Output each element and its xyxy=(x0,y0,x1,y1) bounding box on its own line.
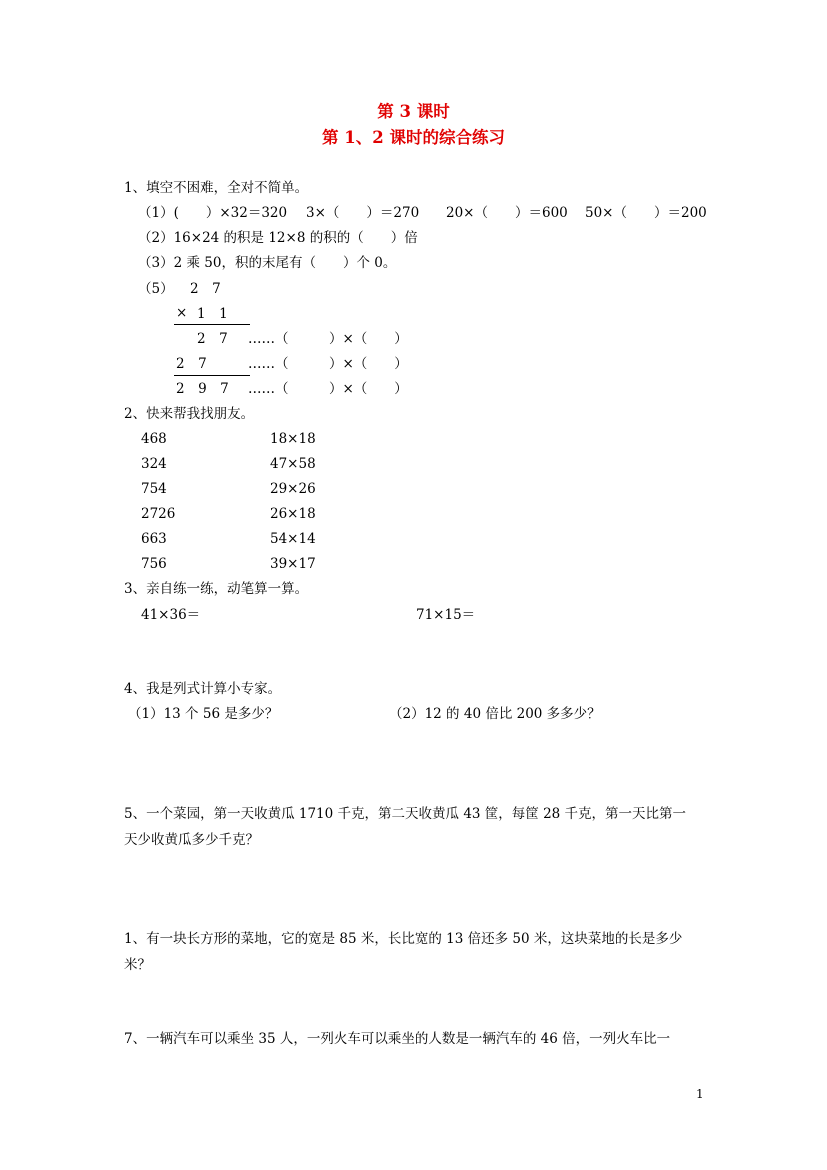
q3-problem-b: 71×15＝ xyxy=(416,607,476,623)
q5-line-1: 5、一个菜园，第一天收黄瓜 1710 千克，第二天收黄瓜 43 筐，每筐 28 千克，第一天比第一 xyxy=(124,806,687,822)
q1-row5-label: （5） xyxy=(138,281,174,297)
match-right-item: 39×17 xyxy=(270,556,316,572)
match-left-item: 468 xyxy=(141,431,167,447)
vertical-mult-rule-1 xyxy=(174,324,250,325)
vertical-mult-top: 2 7 xyxy=(190,281,221,297)
q1-row1-b: 3×（ ）＝270 xyxy=(306,205,420,221)
vertical-mult-rule-2 xyxy=(174,375,250,376)
vertical-mult-result: 2 9 7 xyxy=(176,381,229,397)
q6-line-1: 1、有一块长方形的菜地，它的宽是 85 米，长比宽的 13 倍还多 50 米，这块菜地的长是多少 xyxy=(124,931,683,947)
match-left-item: 754 xyxy=(141,481,167,497)
q6-line-2: 米？ xyxy=(124,957,151,973)
vertical-mult-partial-2: 2 7 xyxy=(176,356,207,372)
match-right-item: 29×26 xyxy=(270,481,316,497)
q1-row3: （3）2 乘 50，积的末尾有（ ）个 0。 xyxy=(138,255,397,271)
q1-row1-a: （1）( ）×32＝320 xyxy=(138,205,288,221)
lesson-subtitle: 第 1、2 课时的综合练习 xyxy=(322,128,505,147)
q2-heading: 2、快来帮我找朋友。 xyxy=(124,406,255,422)
q3-problem-a: 41×36＝ xyxy=(141,607,201,623)
match-right-item: 26×18 xyxy=(270,506,316,522)
q4-problem-a: （1）13 个 56 是多少？ xyxy=(128,706,279,722)
vertical-mult-multiplier: 1 1 xyxy=(197,306,228,322)
match-left-item: 2726 xyxy=(141,506,176,522)
q4-heading: 4、我是列式计算小专家。 xyxy=(124,681,282,697)
vertical-mult-partial-1: 2 7 xyxy=(197,331,228,347)
match-right-item: 18×18 xyxy=(270,431,316,447)
q5-line-2: 天少收黄瓜多少千克？ xyxy=(124,832,259,848)
q1-row2: （2）16×24 的积是 12×8 的积的（ ）倍 xyxy=(138,230,418,246)
lesson-title: 第 3 课时 xyxy=(377,102,450,121)
page-number: 1 xyxy=(696,1087,704,1101)
match-right-item: 47×58 xyxy=(270,456,316,472)
match-right-item: 54×14 xyxy=(270,531,316,547)
match-left-item: 756 xyxy=(141,556,167,572)
match-left-item: 324 xyxy=(141,456,167,472)
match-left-item: 663 xyxy=(141,531,167,547)
q4-problem-b: （2）12 的 40 倍比 200 多多少？ xyxy=(389,706,601,722)
vertical-mult-sign: × xyxy=(176,305,188,321)
partial-1-blank: ……（ ）×（ ） xyxy=(248,331,408,347)
q1-row1-d: 50×（ ）＝200 xyxy=(585,205,707,221)
q1-row1-c: 20×（ ）＝600 xyxy=(446,205,568,221)
result-blank: ……（ ）×（ ） xyxy=(248,381,408,397)
partial-2-blank: ……（ ）×（ ） xyxy=(248,356,408,372)
q3-heading: 3、亲自练一练，动笔算一算。 xyxy=(124,581,309,597)
q1-heading: 1、填空不困难，全对不简单。 xyxy=(124,180,309,196)
q7-line-1: 7、一辆汽车可以乘坐 35 人，一列火车可以乘坐的人数是一辆汽车的 46 倍，一列火车比一 xyxy=(124,1031,671,1047)
